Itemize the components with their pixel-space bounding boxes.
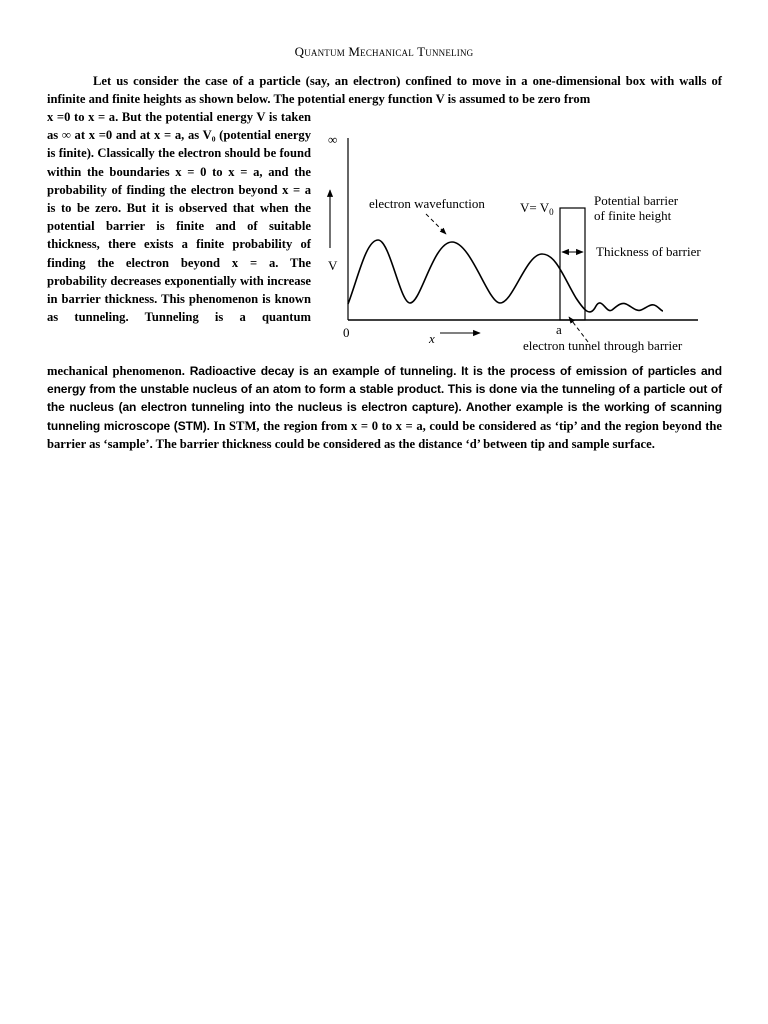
barrier-height-v: V= V — [520, 200, 550, 215]
paragraph-examples — [47, 362, 722, 453]
wavefunction-pointer — [426, 214, 446, 234]
barrier-label-line1: Potential barrier — [594, 193, 679, 208]
thickness-label: Thickness of barrier — [596, 244, 701, 259]
v-axis-label: V — [328, 258, 338, 273]
barrier-height-subscript: 0 — [549, 207, 554, 217]
paragraph-examples-end: In STM, the region from x = 0 to x = a, could be considered as ‘tip’ and the region beyond the barrier as ‘sample’. The barrier thickness could be considered as the distance ‘d’ between tip and sample surface. — [47, 418, 722, 451]
barrier-label-line2: of finite height — [594, 208, 672, 223]
paragraph-intro — [47, 72, 722, 108]
tunnel-label: electron tunnel through barrier — [523, 338, 683, 353]
document-title: Quantum Mechanical Tunneling — [294, 44, 474, 59]
paragraph-intro-text: Let us consider the case of a particle (say, an electron) confined to move in a one-dimensional box with walls of infinite and finite heights as shown below. The potential energy function V is assumed to be zero from — [47, 74, 722, 107]
paragraph-examples-body: Radioactive decay is an example of tunneling. It is the process of emission of particles and energy from the unstable nucleus of an atom to form a stable product. This is done via the tunneling of a particle out of the nucleus (an electron tunneling into the nucleus is electron capture). Another example is the working of scanning tunneling microscope (STM). — [47, 364, 722, 433]
origin-label: 0 — [343, 325, 350, 340]
x-label: x — [429, 331, 435, 346]
barrier-height-label — [520, 200, 554, 217]
paragraph-wrap-text: x =0 to x = a. But the potential energy V is taken as ∞ at x =0 and at x = a, as V₀ (potential energy is finite). Classically the electron should be found within the boundaries x = 0 to x = a, and the probability of finding the electron beyond x = a is to be zero. But it is observed that when the potential barrier is finite and of suitable thickness, there exists a finite probability of finding the electron beyond x = a. The probability decreases exponentially with increase in barrier thickness. This phenomenon is known as tunneling. Tunneling is a quantum — [47, 110, 311, 325]
tunneling-figure — [318, 128, 718, 358]
potential-barrier — [560, 208, 585, 320]
wavefunction-label: electron wavefunction — [369, 196, 485, 211]
paragraph-examples-lead: mechanical phenomenon. — [47, 364, 185, 378]
infinity-label: ∞ — [328, 132, 338, 147]
a-label: a — [556, 322, 562, 337]
